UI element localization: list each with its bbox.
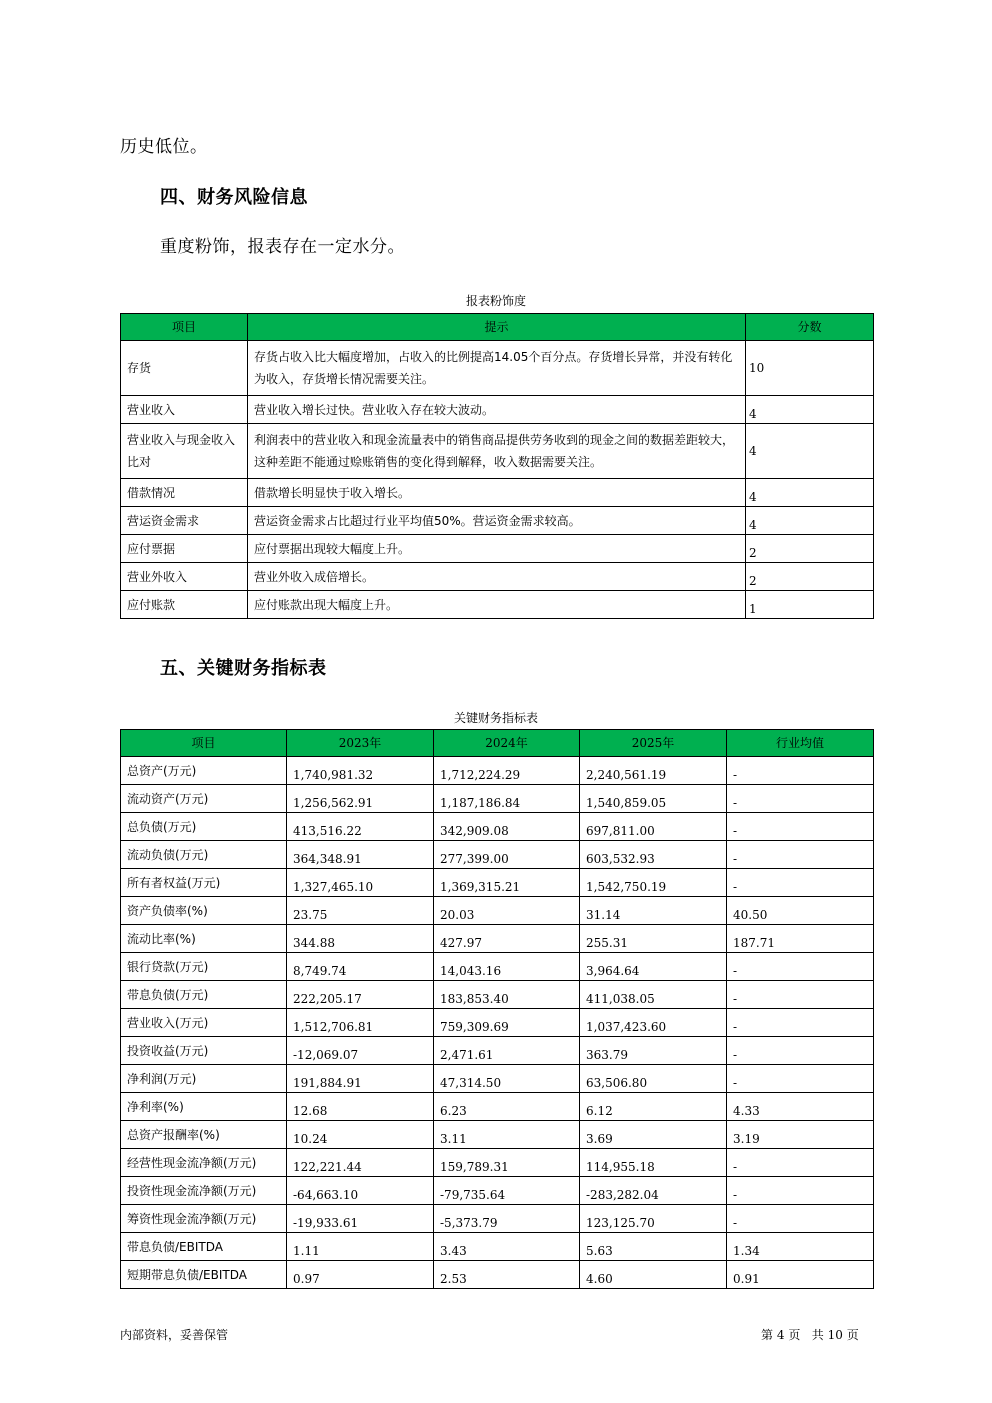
table-row [121, 479, 874, 507]
kpi-item: 流动比率(%) [121, 925, 287, 953]
kpi-value-2025: 4.60 [580, 1261, 727, 1289]
kpi-value-2023: -64,663.10 [287, 1177, 434, 1205]
risk-score: 2 [746, 535, 874, 563]
kpi-value-2025: 3.69 [580, 1121, 727, 1149]
kpi-value-2025: 1,540,859.05 [580, 785, 727, 813]
table-row [121, 1009, 874, 1037]
kpi-table-header [121, 730, 874, 757]
risk-tip: 应付账款出现大幅度上升。 [248, 591, 746, 619]
table-row [121, 757, 874, 785]
kpi-value-2024: 1,369,315.21 [434, 869, 580, 897]
kpi-value-2025: 63,506.80 [580, 1065, 727, 1093]
kpi-value-2024: 183,853.40 [434, 981, 580, 1009]
footer-confidential: 内部资料，妥善保管 [120, 1328, 229, 1342]
kpi-item: 银行贷款(万元) [121, 953, 287, 981]
risk-tip: 借款增长明显快于收入增长。 [248, 479, 746, 507]
kpi-industry-avg: - [727, 1037, 874, 1065]
kpi-value-2025: 5.63 [580, 1233, 727, 1261]
kpi-value-2023: 1.11 [287, 1233, 434, 1261]
kpi-industry-avg: - [727, 869, 874, 897]
header-2023: 2023年 [287, 730, 434, 757]
kpi-item: 短期带息负债/EBITDA [121, 1261, 287, 1289]
intro-text: 历史低位。 [120, 137, 208, 157]
risk-score: 4 [746, 424, 874, 479]
table-row [121, 1261, 874, 1289]
risk-tip: 存货占收入比大幅度增加，占收入的比例提高14.05个百分点。存货增长异常，并没有转化为收入，存货增长情况需要关注。 [248, 341, 746, 396]
kpi-item: 所有者权益(万元) [121, 869, 287, 897]
kpi-value-2023: 1,512,706.81 [287, 1009, 434, 1037]
footer-page-number [761, 1326, 859, 1343]
kpi-value-2025: 1,542,750.19 [580, 869, 727, 897]
table-row [121, 396, 874, 424]
page-total: 10 [827, 1328, 843, 1342]
table-row [121, 341, 874, 396]
header-2024: 2024年 [434, 730, 580, 757]
header-2025: 2025年 [580, 730, 727, 757]
risk-score: 4 [746, 507, 874, 535]
kpi-value-2023: 23.75 [287, 897, 434, 925]
risk-item: 存货 [121, 341, 248, 396]
header-tip: 提示 [248, 314, 746, 341]
kpi-value-2023: 122,221.44 [287, 1149, 434, 1177]
risk-item: 应付票据 [121, 535, 248, 563]
table-row [121, 1233, 874, 1261]
table-row [121, 841, 874, 869]
section4-summary: 重度粉饰，报表存在一定水分。 [160, 237, 405, 257]
kpi-value-2023: -19,933.61 [287, 1205, 434, 1233]
kpi-item: 带息负债/EBITDA [121, 1233, 287, 1261]
risk-score: 4 [746, 479, 874, 507]
kpi-value-2025: 603,532.93 [580, 841, 727, 869]
kpi-value-2025: 255.31 [580, 925, 727, 953]
risk-tip: 营运资金需求占比超过行业平均值50%。营运资金需求较高。 [248, 507, 746, 535]
table-row [121, 869, 874, 897]
page-current: 4 [776, 1328, 785, 1342]
page-prefix: 第 [761, 1328, 774, 1342]
kpi-item: 总资产报酬率(%) [121, 1121, 287, 1149]
kpi-value-2025: 3,964.64 [580, 953, 727, 981]
kpi-value-2025: 114,955.18 [580, 1149, 727, 1177]
risk-item: 营业收入 [121, 396, 248, 424]
table-row [121, 424, 874, 479]
kpi-value-2024: 427.97 [434, 925, 580, 953]
kpi-table [120, 729, 874, 1289]
kpi-item: 净利润(万元) [121, 1065, 287, 1093]
kpi-value-2025: 6.12 [580, 1093, 727, 1121]
kpi-value-2023: -12,069.07 [287, 1037, 434, 1065]
kpi-value-2025: 31.14 [580, 897, 727, 925]
page-unit: 页 [788, 1328, 801, 1342]
header-industry-avg: 行业均值 [727, 730, 874, 757]
table-row [121, 785, 874, 813]
table-row [121, 1121, 874, 1149]
kpi-value-2024: -79,735.64 [434, 1177, 580, 1205]
kpi-value-2024: 759,309.69 [434, 1009, 580, 1037]
kpi-industry-avg: 1.34 [727, 1233, 874, 1261]
kpi-value-2023: 222,205.17 [287, 981, 434, 1009]
kpi-item: 带息负债(万元) [121, 981, 287, 1009]
kpi-value-2024: 1,187,186.84 [434, 785, 580, 813]
table-row [121, 563, 874, 591]
header-score: 分数 [746, 314, 874, 341]
kpi-value-2023: 1,740,981.32 [287, 757, 434, 785]
risk-item: 营业外收入 [121, 563, 248, 591]
table-row [121, 897, 874, 925]
risk-item: 营业收入与现金收入比对 [121, 424, 248, 479]
kpi-value-2024: 20.03 [434, 897, 580, 925]
kpi-value-2023: 413,516.22 [287, 813, 434, 841]
kpi-value-2024: 2.53 [434, 1261, 580, 1289]
kpi-item: 流动资产(万元) [121, 785, 287, 813]
total-prefix: 共 [811, 1328, 824, 1342]
kpi-industry-avg: - [727, 813, 874, 841]
kpi-value-2023: 12.68 [287, 1093, 434, 1121]
kpi-value-2024: 277,399.00 [434, 841, 580, 869]
risk-tip: 营业收入增长过快。营业收入存在较大波动。 [248, 396, 746, 424]
kpi-value-2024: -5,373.79 [434, 1205, 580, 1233]
kpi-value-2023: 8,749.74 [287, 953, 434, 981]
table-row [121, 1177, 874, 1205]
header-item: 项目 [121, 314, 248, 341]
kpi-industry-avg: - [727, 785, 874, 813]
table-row [121, 1149, 874, 1177]
kpi-industry-avg: - [727, 1065, 874, 1093]
header-item: 项目 [121, 730, 287, 757]
table-row [121, 591, 874, 619]
section4-heading: 四、财务风险信息 [160, 187, 308, 208]
kpi-item: 总负债(万元) [121, 813, 287, 841]
kpi-industry-avg: 4.33 [727, 1093, 874, 1121]
kpi-value-2025: 697,811.00 [580, 813, 727, 841]
kpi-value-2024: 2,471.61 [434, 1037, 580, 1065]
table-row [121, 813, 874, 841]
risk-table-caption: 报表粉饰度 [465, 294, 526, 308]
risk-tip: 营业外收入成倍增长。 [248, 563, 746, 591]
kpi-item: 筹资性现金流净额(万元) [121, 1205, 287, 1233]
kpi-table-caption: 关键财务指标表 [453, 711, 538, 725]
kpi-value-2024: 1,712,224.29 [434, 757, 580, 785]
kpi-value-2023: 1,327,465.10 [287, 869, 434, 897]
table-row [121, 507, 874, 535]
table-row [121, 981, 874, 1009]
table-row [121, 1037, 874, 1065]
kpi-value-2024: 159,789.31 [434, 1149, 580, 1177]
kpi-value-2023: 1,256,562.91 [287, 785, 434, 813]
kpi-industry-avg: - [727, 1009, 874, 1037]
kpi-value-2025: 411,038.05 [580, 981, 727, 1009]
kpi-value-2023: 344.88 [287, 925, 434, 953]
table-row [121, 1093, 874, 1121]
kpi-value-2023: 364,348.91 [287, 841, 434, 869]
total-unit: 页 [846, 1328, 859, 1342]
risk-score: 10 [746, 341, 874, 396]
risk-tip: 应付票据出现较大幅度上升。 [248, 535, 746, 563]
kpi-industry-avg: - [727, 1205, 874, 1233]
kpi-value-2025: 123,125.70 [580, 1205, 727, 1233]
table-row [121, 1065, 874, 1093]
kpi-industry-avg: - [727, 841, 874, 869]
kpi-value-2025: 1,037,423.60 [580, 1009, 727, 1037]
risk-table-header [121, 314, 874, 341]
kpi-value-2025: -283,282.04 [580, 1177, 727, 1205]
kpi-item: 经营性现金流净额(万元) [121, 1149, 287, 1177]
kpi-value-2024: 14,043.16 [434, 953, 580, 981]
kpi-value-2023: 191,884.91 [287, 1065, 434, 1093]
kpi-item: 投资收益(万元) [121, 1037, 287, 1065]
kpi-value-2024: 3.43 [434, 1233, 580, 1261]
kpi-industry-avg: 40.50 [727, 897, 874, 925]
risk-item: 借款情况 [121, 479, 248, 507]
kpi-value-2025: 363.79 [580, 1037, 727, 1065]
kpi-value-2023: 0.97 [287, 1261, 434, 1289]
kpi-value-2024: 342,909.08 [434, 813, 580, 841]
kpi-industry-avg: - [727, 981, 874, 1009]
table-row [121, 953, 874, 981]
risk-tip: 利润表中的营业收入和现金流量表中的销售商品提供劳务收到的现金之间的数据差距较大，这种差距不能通过赊账销售的变化得到解释，收入数据需要关注。 [248, 424, 746, 479]
risk-item: 营运资金需求 [121, 507, 248, 535]
kpi-industry-avg: - [727, 1149, 874, 1177]
kpi-value-2024: 3.11 [434, 1121, 580, 1149]
kpi-item: 净利率(%) [121, 1093, 287, 1121]
kpi-industry-avg: - [727, 757, 874, 785]
kpi-item: 投资性现金流净额(万元) [121, 1177, 287, 1205]
kpi-value-2024: 47,314.50 [434, 1065, 580, 1093]
kpi-value-2023: 10.24 [287, 1121, 434, 1149]
table-row [121, 535, 874, 563]
kpi-industry-avg: 187.71 [727, 925, 874, 953]
kpi-industry-avg: - [727, 953, 874, 981]
kpi-item: 资产负债率(%) [121, 897, 287, 925]
kpi-value-2025: 2,240,561.19 [580, 757, 727, 785]
table-row [121, 1205, 874, 1233]
risk-score: 1 [746, 591, 874, 619]
kpi-value-2024: 6.23 [434, 1093, 580, 1121]
risk-score: 4 [746, 396, 874, 424]
risk-score: 2 [746, 563, 874, 591]
kpi-industry-avg: 3.19 [727, 1121, 874, 1149]
section5-heading: 五、关键财务指标表 [160, 658, 327, 679]
kpi-item: 流动负债(万元) [121, 841, 287, 869]
kpi-industry-avg: - [727, 1177, 874, 1205]
kpi-industry-avg: 0.91 [727, 1261, 874, 1289]
risk-item: 应付账款 [121, 591, 248, 619]
kpi-item: 总资产(万元) [121, 757, 287, 785]
table-row [121, 925, 874, 953]
risk-table [120, 313, 874, 619]
kpi-item: 营业收入(万元) [121, 1009, 287, 1037]
